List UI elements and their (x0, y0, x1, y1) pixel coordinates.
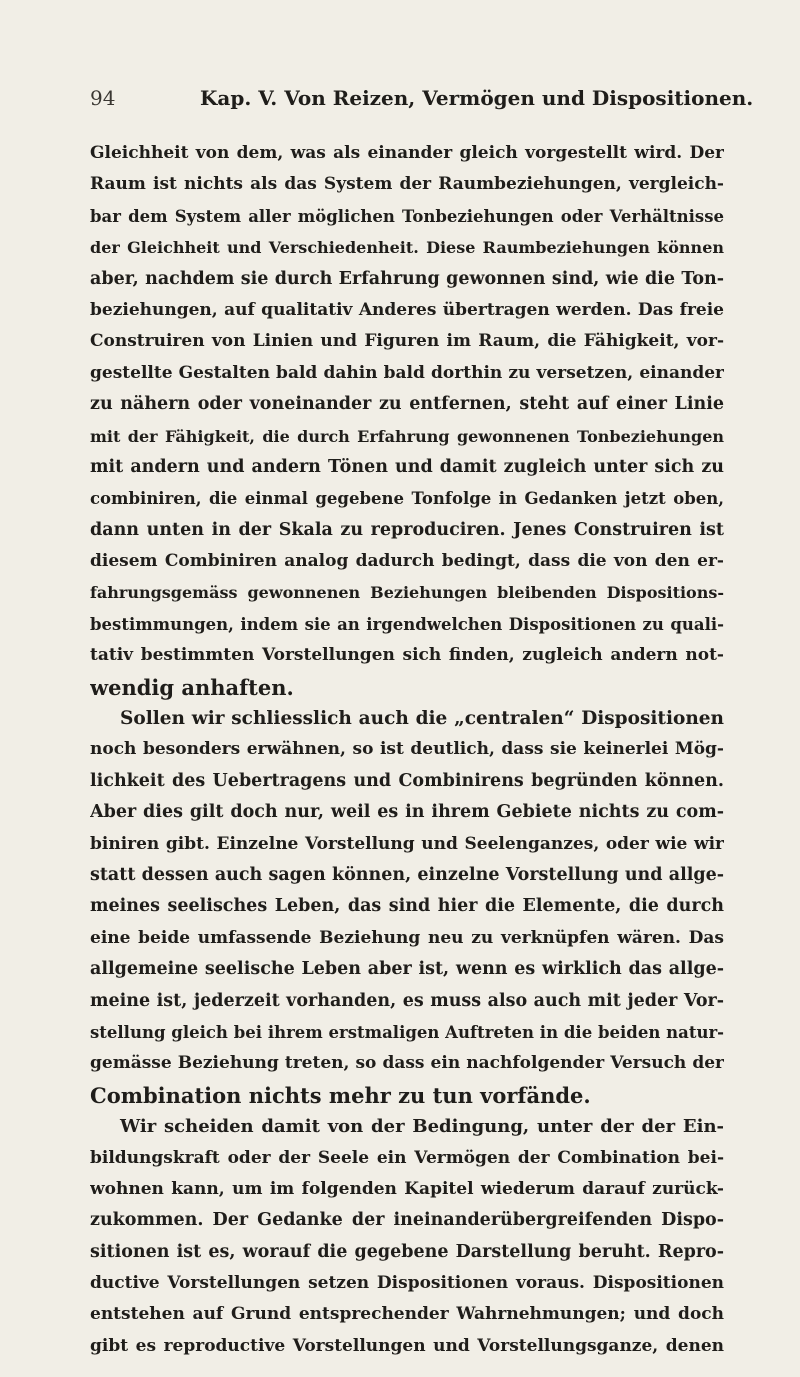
text-line: bestimmungen, indem sie an irgendwelchen Dispositionen zu quali- (90, 614, 724, 634)
text-line: tativ bestimmten Vorstellungen sich finden, zugleich andern not- (90, 645, 724, 666)
text-line: Sollen wir schliesslich auch die „centralen“ Dispositionen (120, 708, 724, 730)
text-line: Combination nichts mehr zu tun vorfände. (90, 1082, 591, 1108)
text-line: biniren gibt. Einzelne Vorstellung und Seelenganzes, oder wie wir (90, 833, 724, 854)
text-line: der Gleichheit und Verschiedenheit. Diese Raumbeziehungen können (90, 238, 724, 258)
text-line: Gleichheit von dem, was als einander gleich vorgestellt wird. Der (90, 143, 724, 163)
text-line: zukommen. Der Gedanke der ineinanderübergreifenden Dispo- (90, 1210, 724, 1231)
text-line: aber, nachdem sie durch Erfahrung gewonnen sind, wie die Ton- (90, 268, 724, 289)
text-line: zu nähern oder voneinander zu entfernen, steht auf einer Linie (90, 394, 724, 415)
text-line: meines seelisches Leben, das sind hier die Elemente, die durch (90, 896, 724, 917)
text-line: ductive Vorstellungen setzen Dispositionen voraus. Dispositionen (90, 1273, 724, 1294)
text-line: wendig anhaften. (90, 674, 294, 700)
text-line: bar dem System aller möglichen Tonbeziehungen oder Verhältnisse (90, 206, 724, 226)
text-line: mit der Fähigkeit, die durch Erfahrung gewonnenen Tonbeziehungen (90, 426, 724, 446)
text-line: eine beide umfassende Beziehung neu zu verknüpfen wären. Das (90, 927, 724, 948)
text-line: stellung gleich bei ihrem erstmaligen Auftreten in die beiden natur- (90, 1022, 724, 1042)
text-line: gibt es reproductive Vorstellungen und Vorstellungsganze, denen (90, 1335, 724, 1356)
text-line: noch besonders erwähnen, so ist deutlich, dass sie keinerlei Mög- (90, 739, 724, 760)
text-line: beziehungen, auf qualitativ Anderes übertragen werden. Das freie (90, 299, 724, 320)
text-line: lichkeit des Uebertragens und Combinirens begründen können. (90, 770, 724, 791)
text-line: diesem Combiniren analog dadurch bedingt, dass die von den er- (90, 551, 724, 572)
body-text (90, 138, 724, 1362)
text-line: Raum ist nichts als das System der Raumbeziehungen, vergleich- (90, 174, 724, 195)
text-line: Wir scheiden damit von der Bedingung, unter der der Ein- (120, 1116, 724, 1138)
text-line: entstehen auf Grund entsprechender Wahrnehmungen; und doch (90, 1304, 724, 1325)
text-line: allgemeine seelische Leben aber ist, wenn es wirklich das allge- (90, 959, 724, 980)
running-title: Kap. V. Von Reizen, Vermögen und Dispositionen. (200, 86, 754, 110)
running-header (90, 86, 754, 116)
text-line: Aber dies gilt doch nur, weil es in ihrem Gebiete nichts zu com- (90, 802, 724, 823)
text-line: statt dessen auch sagen können, einzelne Vorstellung und allge- (90, 864, 724, 885)
text-line: wohnen kann, um im folgenden Kapitel wiederum darauf zurück- (90, 1178, 724, 1199)
text-line: dann unten in der Skala zu reproduciren. Jenes Construiren ist (90, 519, 724, 540)
text-line: fahrungsgemäss gewonnenen Beziehungen bleibenden Dispositions- (90, 583, 724, 603)
text-line: meine ist, jederzeit vorhanden, es muss also auch mit jeder Vor- (90, 990, 724, 1011)
text-line: combiniren, die einmal gegebene Tonfolge in Gedanken jetzt oben, (90, 489, 724, 509)
page-number: 94 (90, 86, 116, 110)
text-line: bildungskraft oder der Seele ein Vermögen der Combination bei- (90, 1147, 724, 1168)
text-line: mit andern und andern Tönen und damit zugleich unter sich zu (90, 456, 724, 477)
text-line: gestellte Gestalten bald dahin bald dorthin zu versetzen, einander (90, 362, 724, 383)
text-line: sitionen ist es, worauf die gegebene Darstellung beruht. Repro- (90, 1241, 724, 1262)
text-line: Construiren von Linien und Figuren im Raum, die Fähigkeit, vor- (90, 331, 724, 352)
text-line: gemässe Beziehung treten, so dass ein nachfolgender Versuch der (90, 1053, 724, 1074)
